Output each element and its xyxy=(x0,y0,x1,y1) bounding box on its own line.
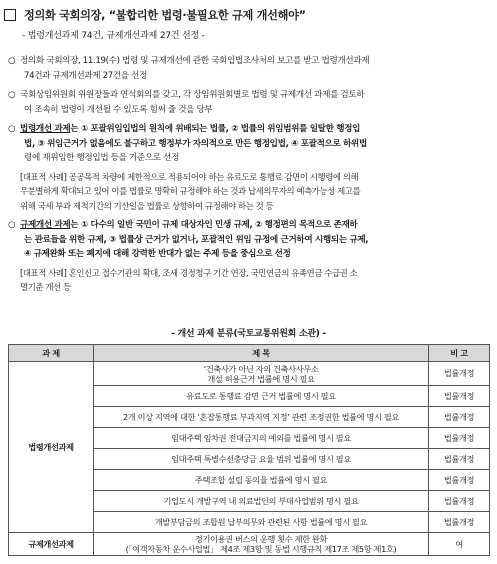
title-row xyxy=(4,6,306,24)
case-example-2 xyxy=(20,266,488,295)
note-cell: 법률개정 xyxy=(429,362,490,386)
table-header-row xyxy=(9,345,490,362)
title-cell: 기업도시 개발구역 내 의료법인의 부대사업범위 명시 필요 xyxy=(94,491,429,512)
paragraph-1 xyxy=(8,54,488,83)
paragraph-text: 령에 재위임한 행정입법 등을 기준으로 선정 xyxy=(24,153,180,164)
note-cell: 법률개정 xyxy=(429,449,490,470)
paragraph-text: 여 조속히 법령이 개선될 수 있도록 힘써 줄 것을 당부 xyxy=(24,104,213,115)
paragraph-4 xyxy=(8,218,488,262)
title-cell: 개발부담금의 조합원 납부의무와 관련된 사항 법률에 명시 필요 xyxy=(94,512,429,533)
note-cell: 법률개정 xyxy=(429,491,490,512)
paragraph-text: 74건과 규제개선과제 27건을 선정 xyxy=(24,70,148,81)
circle-bullet-icon: ○ xyxy=(8,56,16,66)
case-text: [대표적 사례] 혼인신고 접수기관의 확대, 조세 경정청구 기간 연장, 국민연금의 유족연금 수급권 소 xyxy=(20,268,358,278)
circle-bullet-icon: ○ xyxy=(8,124,16,134)
table-title: - 개선 과제 분류(국토교통위원회 소관) - xyxy=(171,329,326,339)
note-cell: 법률개정 xyxy=(429,470,490,491)
table-row xyxy=(9,533,490,556)
header-note: 비 고 xyxy=(429,345,490,362)
category-cell: 규제개선과제 xyxy=(9,533,94,556)
term-legal-improvement: 법령개선 과제 xyxy=(20,124,71,134)
square-bullet-icon xyxy=(4,9,16,21)
header-title: 제 목 xyxy=(94,345,429,362)
note-cell: 여 xyxy=(429,533,490,556)
term-regulation-improvement: 규제개선 과제 xyxy=(20,220,71,230)
case-text: 무분별하게 확대되고 있어 이를 법률로 명확히 규정해야 하는 것과 납세의무자의 예측가능성 제고를 xyxy=(20,186,361,197)
paragraph-text: 국회상임위원회 위원장들과 연석회의를 갖고, 각 상임위원회별로 법령 및 규제개선 과제를 검토하 xyxy=(20,90,365,100)
case-text: [대표적 사례] 공공목적 차량에 제한적으로 적용되어야 하는 유료도로 통행료 감면이 시행령에 의해 xyxy=(20,172,359,182)
note-cell: 법률개정 xyxy=(429,512,490,533)
paragraph-3 xyxy=(8,122,488,166)
title-cell: 주택조합 설립 동의율 법률에 명시 필요 xyxy=(94,470,429,491)
title-cell: 2개 이상 지역에 대한 ‘혼잡통행료 부과지역 지정’ 관련 조정권한 법률에 명시 필요 xyxy=(94,407,429,428)
title-cell: 정기이용권 버스의 운행 횟수 제한 완화 (「여객자동차 운수사업법」 제4조 제3항 및 동법 시행규칙 제17조 제5항 제1호) xyxy=(94,533,429,556)
table-row xyxy=(9,362,490,386)
page-subtitle: - 법령개선과제 74건, 규제개선과제 27건 선정 - xyxy=(22,31,205,41)
header-category: 과 제 xyxy=(9,345,94,362)
category-cell: 법령개선과제 xyxy=(9,362,94,533)
title-cell: 유료도로 통행료 감면 근거 법률에 명시 필요 xyxy=(94,386,429,407)
paragraph-text: ④ 규제완화 또는 폐지에 대해 강력한 반대가 없는 주제 등을 중심으로 선정 xyxy=(24,249,291,260)
improvement-table xyxy=(8,344,490,556)
page-title: 정의화 국회의장, “불합리한 법령·불필요한 규제 개선해야” xyxy=(24,9,306,22)
paragraph-text: 는 관료들을 위한 규제, ③ 법률상 근거가 없거나, 포괄적인 위임 규정에 근거하여 시행되는 규제, xyxy=(24,234,369,245)
paragraph-text: 법, ③ 위임근거가 없음에도 불구하고 행정부가 자의적으로 만든 행정입법, ④ 포괄적으로 하위법 xyxy=(24,138,367,149)
case-text: 멸기준 개선 등 xyxy=(20,282,71,293)
paragraph-text: 는 ① 포괄위임입법의 원칙에 위배되는 법률, ② 법률의 위임범위를 일탈한 행정입 xyxy=(70,124,361,134)
case-example-1 xyxy=(20,170,488,213)
circle-bullet-icon: ○ xyxy=(8,90,16,100)
title-cell: 임대주택 특별수선충당금 요율 범위 법률에 명시 필요 xyxy=(94,449,429,470)
title-cell: 임대주택 임차권 전대금지의 예외를 법률에 명시 필요 xyxy=(94,428,429,449)
paragraph-text: 정의화 국회의장, 11.19(수) 법령 및 규제개선에 관한 국회입법조사처의 보고를 받고 법령개선과제 xyxy=(20,56,370,66)
note-cell: 법률개정 xyxy=(429,386,490,407)
note-cell: 법률개정 xyxy=(429,407,490,428)
circle-bullet-icon: ○ xyxy=(8,220,16,230)
note-cell: 법률개정 xyxy=(429,428,490,449)
case-text: 위해 국세 부과 제척기간의 기산일을 법률로 상향하여 규정해야 하는 것 등 xyxy=(20,200,274,211)
title-cell: ‘건축사가 아닌 자의 건축사사무소 개설 허용근거 법률에 명시 필요 xyxy=(94,362,429,386)
paragraph-2 xyxy=(8,88,488,117)
paragraph-text: 는 ① 다수의 일반 국민이 규제 대상자인 민생 규제, ② 행정편의 목적으로 존재하 xyxy=(70,220,358,230)
